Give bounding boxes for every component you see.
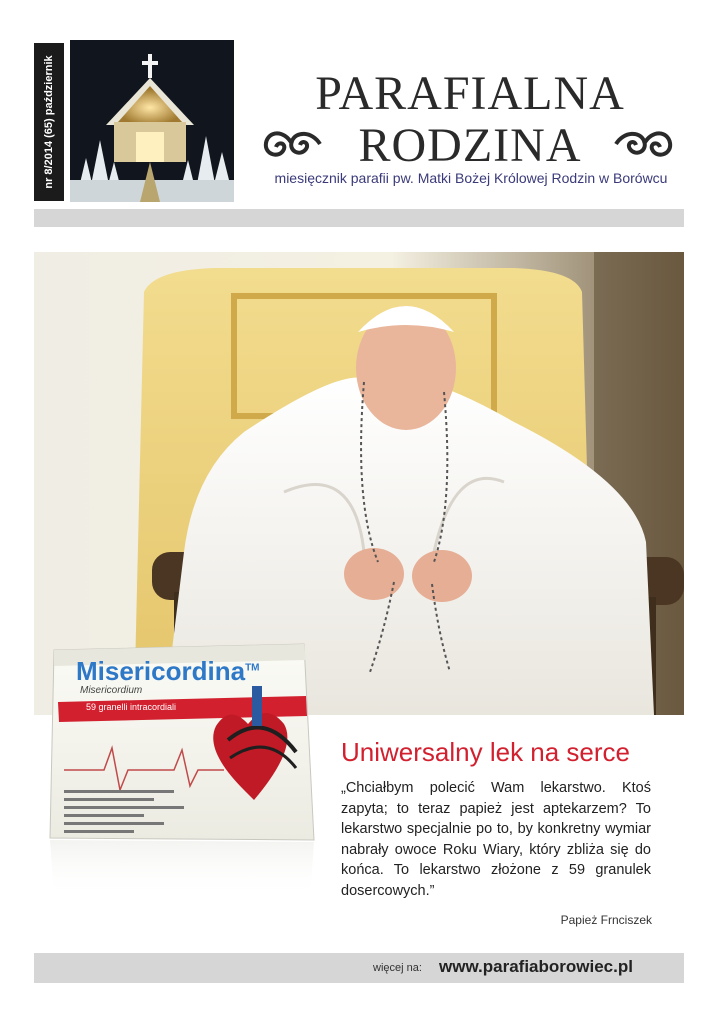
church-photo <box>70 40 234 202</box>
more-label: więcej na: <box>373 962 422 974</box>
issue-label: nr 8/2014 (65) październik <box>43 55 55 189</box>
issue-strip <box>34 43 64 201</box>
ornament-right-icon <box>612 125 674 168</box>
top-divider-bar <box>34 209 684 227</box>
footer-bar <box>34 953 684 983</box>
title-line-1: PARAFIALNA <box>315 67 625 120</box>
medicine-box-image <box>34 640 324 900</box>
website-link[interactable]: www.parafiaborowiec.pl <box>439 957 633 976</box>
title-line-2: RODZINA <box>358 119 582 172</box>
medicine-subname: Misericordium <box>80 685 143 696</box>
medicine-brand-text: Misericordina <box>76 656 246 686</box>
medicine-red-band-text: 59 granelli intracordiali <box>86 702 177 712</box>
quote-author: Papież Frnciszek <box>560 913 652 927</box>
medicine-brand <box>76 656 260 687</box>
article-title: Uniwersalny lek na serce <box>341 737 631 767</box>
article-quote: „Chciałbym polecić Wam lekarstwo. Ktoś zapyta; to teraz papież jest aptekarzem? To lekarstwo specjalnie po to, by konkretny wymiar nabrały owoce Roku Wiary, który zbliża się do końca. To lekarstwo złożone z 59 granulek dosercowych.” <box>341 780 651 899</box>
subtitle: miesięcznik parafii pw. Matki Bożej Królowej Rodzin w Borówcu <box>274 170 668 186</box>
medicine-trademark: TM <box>245 662 260 674</box>
